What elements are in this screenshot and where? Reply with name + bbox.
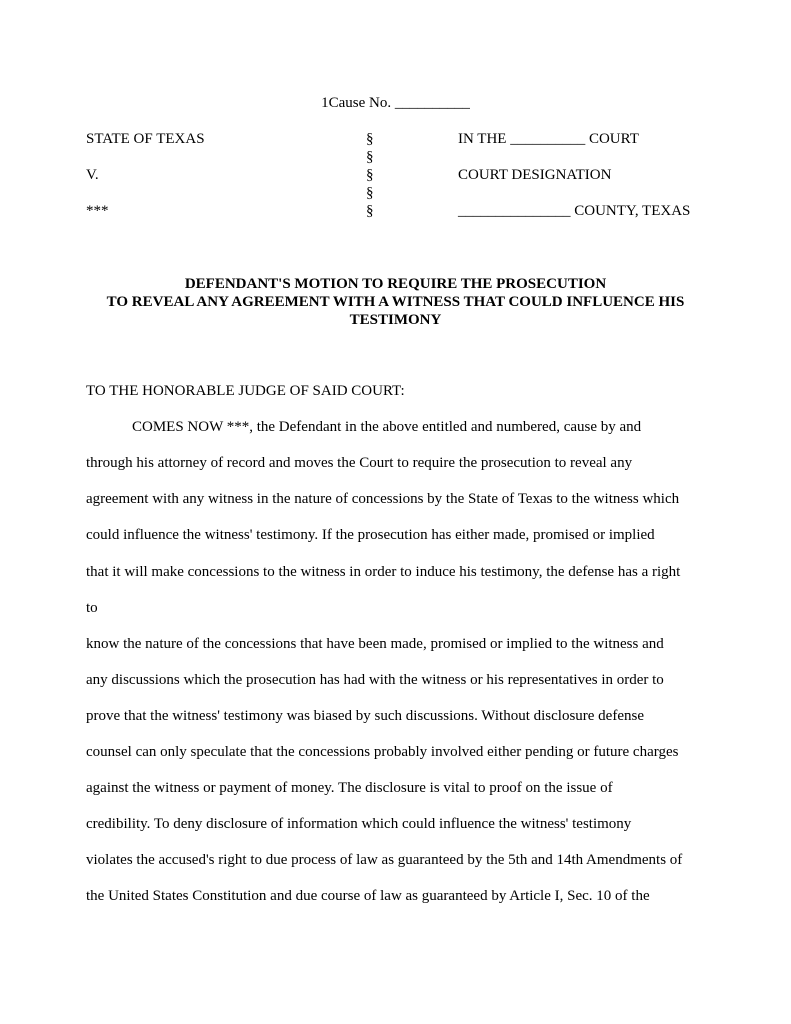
caption-county: _______________ COUNTY, TEXAS (458, 203, 691, 219)
body-line: COMES NOW ***, the Defendant in the above entitled and numbered, cause by and (132, 419, 642, 435)
caption-court-designation: COURT DESIGNATION (458, 167, 612, 183)
body-line: any discussions which the prosecution has had with the witness or his representatives in order to (86, 672, 664, 688)
salutation: TO THE HONORABLE JUDGE OF SAID COURT: (86, 383, 405, 399)
body-line: through his attorney of record and moves the Court to require the prosecution to reveal any (86, 455, 633, 471)
body-line: against the witness or payment of money. The disclosure is vital to proof on the issue of (86, 780, 613, 796)
caption-court: IN THE __________ COURT (458, 131, 639, 147)
body-line: prove that the witness' testimony was biased by such discussions. Without disclosure defense (86, 708, 644, 724)
cause-number: 1Cause No. __________ (321, 95, 470, 111)
body-line: agreement with any witness in the nature of concessions by the State of Texas to the witness which (86, 491, 680, 507)
body-line: know the nature of the concessions that have been made, promised or implied to the witness and (86, 636, 664, 652)
body-line: could influence the witness' testimony. If the prosecution has either made, promised or implied (86, 527, 655, 543)
section-mark: § (366, 203, 374, 219)
section-mark: § (366, 149, 374, 165)
motion-title-line: TO REVEAL ANY AGREEMENT WITH A WITNESS THAT COULD INFLUENCE HIS (106, 294, 685, 310)
motion-title-line: TESTIMONY (349, 312, 442, 328)
body-line: violates the accused's right to due process of law as guaranteed by the 5th and 14th Amendments of (86, 852, 683, 868)
motion-title (60, 275, 731, 329)
body-line: that it will make concessions to the witness in order to induce his testimony, the defense has a right (86, 564, 681, 580)
section-mark: § (366, 131, 374, 147)
caption-party-state: STATE OF TEXAS (86, 131, 205, 147)
body-line: to (86, 600, 98, 616)
section-mark: § (366, 167, 374, 183)
caption-versus: V. (86, 167, 99, 183)
motion-title-line: DEFENDANT'S MOTION TO REQUIRE THE PROSECUTION (184, 276, 607, 292)
body-line: credibility. To deny disclosure of information which could influence the witness' testimony (86, 816, 632, 832)
body-line: counsel can only speculate that the concessions probably involved either pending or future charges (86, 744, 679, 760)
section-mark: § (366, 185, 374, 201)
body-line: the United States Constitution and due course of law as guaranteed by Article I, Sec. 10 of the (86, 888, 650, 904)
caption-party-defendant: *** (86, 203, 109, 219)
